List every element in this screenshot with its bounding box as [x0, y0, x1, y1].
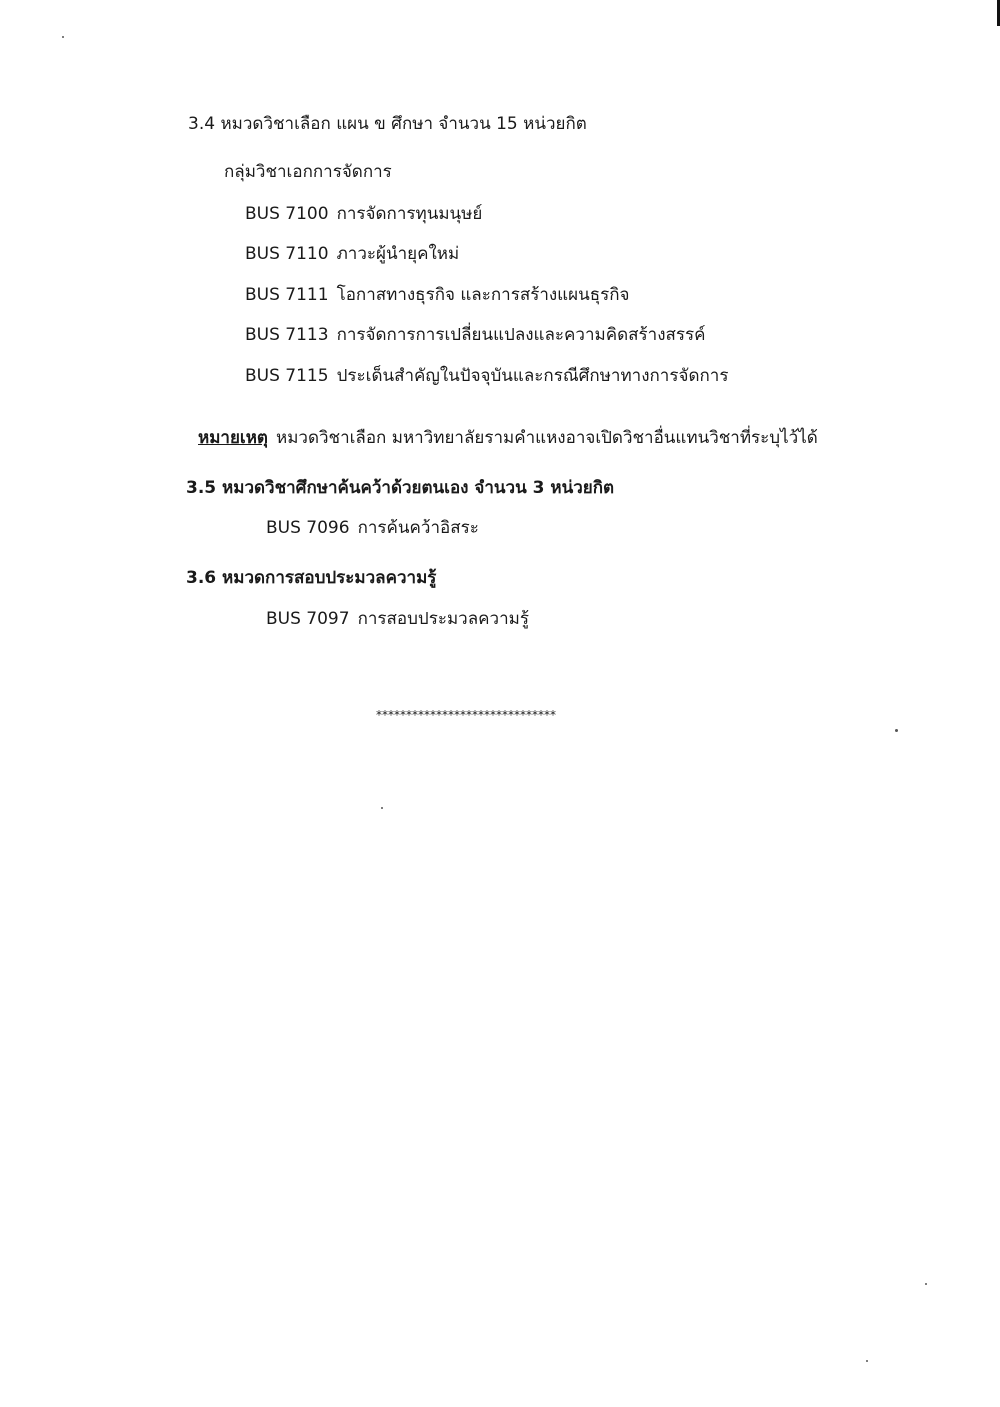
course-code: BUS 7096 — [266, 518, 350, 538]
course-row — [266, 516, 479, 540]
scan-speck — [381, 807, 383, 809]
course-row — [245, 242, 459, 266]
course-row — [245, 364, 728, 388]
course-row — [245, 283, 629, 307]
course-name: การจัดการทุนมนุษย์ — [336, 204, 483, 224]
section-3-5-heading: 3.5 หมวดวิชาศึกษาค้นคว้าด้วยตนเอง จำนวน 3 หน่วยกิต — [186, 478, 615, 498]
course-code: BUS 7110 — [245, 244, 329, 264]
course-name: ภาวะผู้นำยุคใหม่ — [336, 244, 460, 264]
course-name: ประเด็นสำคัญในปัจจุบันและกรณีศึกษาทางการจัดการ — [336, 366, 729, 386]
course-name: การค้นคว้าอิสระ — [357, 518, 479, 538]
course-row — [266, 607, 529, 631]
scan-speck — [866, 1360, 868, 1362]
course-row — [245, 202, 482, 226]
course-name: โอกาสทางธุรกิจ และการสร้างแผนธุรกิจ — [336, 285, 630, 305]
section-3-4-heading: 3.4 หมวดวิชาเลือก แผน ข ศึกษา จำนวน 15 หน่วยกิต — [188, 114, 587, 134]
course-code: BUS 7113 — [245, 325, 329, 345]
course-code: BUS 7100 — [245, 204, 329, 224]
group-title: กลุ่มวิชาเอกการจัดการ — [224, 162, 392, 182]
course-name: การจัดการการเปลี่ยนแปลงและความคิดสร้างสรรค์ — [336, 325, 706, 345]
note-line — [198, 426, 818, 450]
separator-stars: ****************************** — [376, 708, 556, 722]
scan-speck — [925, 1283, 927, 1285]
note-text: หมวดวิชาเลือก มหาวิทยาลัยรามคำแหงอาจเปิดวิชาอื่นแทนวิชาที่ระบุไว้ได้ — [275, 428, 818, 448]
section-3-6-heading: 3.6 หมวดการสอบประมวลความรู้ — [186, 568, 437, 588]
course-code: BUS 7097 — [266, 609, 350, 629]
course-code: BUS 7111 — [245, 285, 329, 305]
scan-speck — [895, 729, 898, 732]
course-name: การสอบประมวลความรู้ — [357, 609, 529, 629]
scan-speck — [62, 36, 64, 38]
note-label: หมายเหตุ — [198, 428, 268, 448]
course-row — [245, 323, 706, 347]
course-code: BUS 7115 — [245, 366, 329, 386]
